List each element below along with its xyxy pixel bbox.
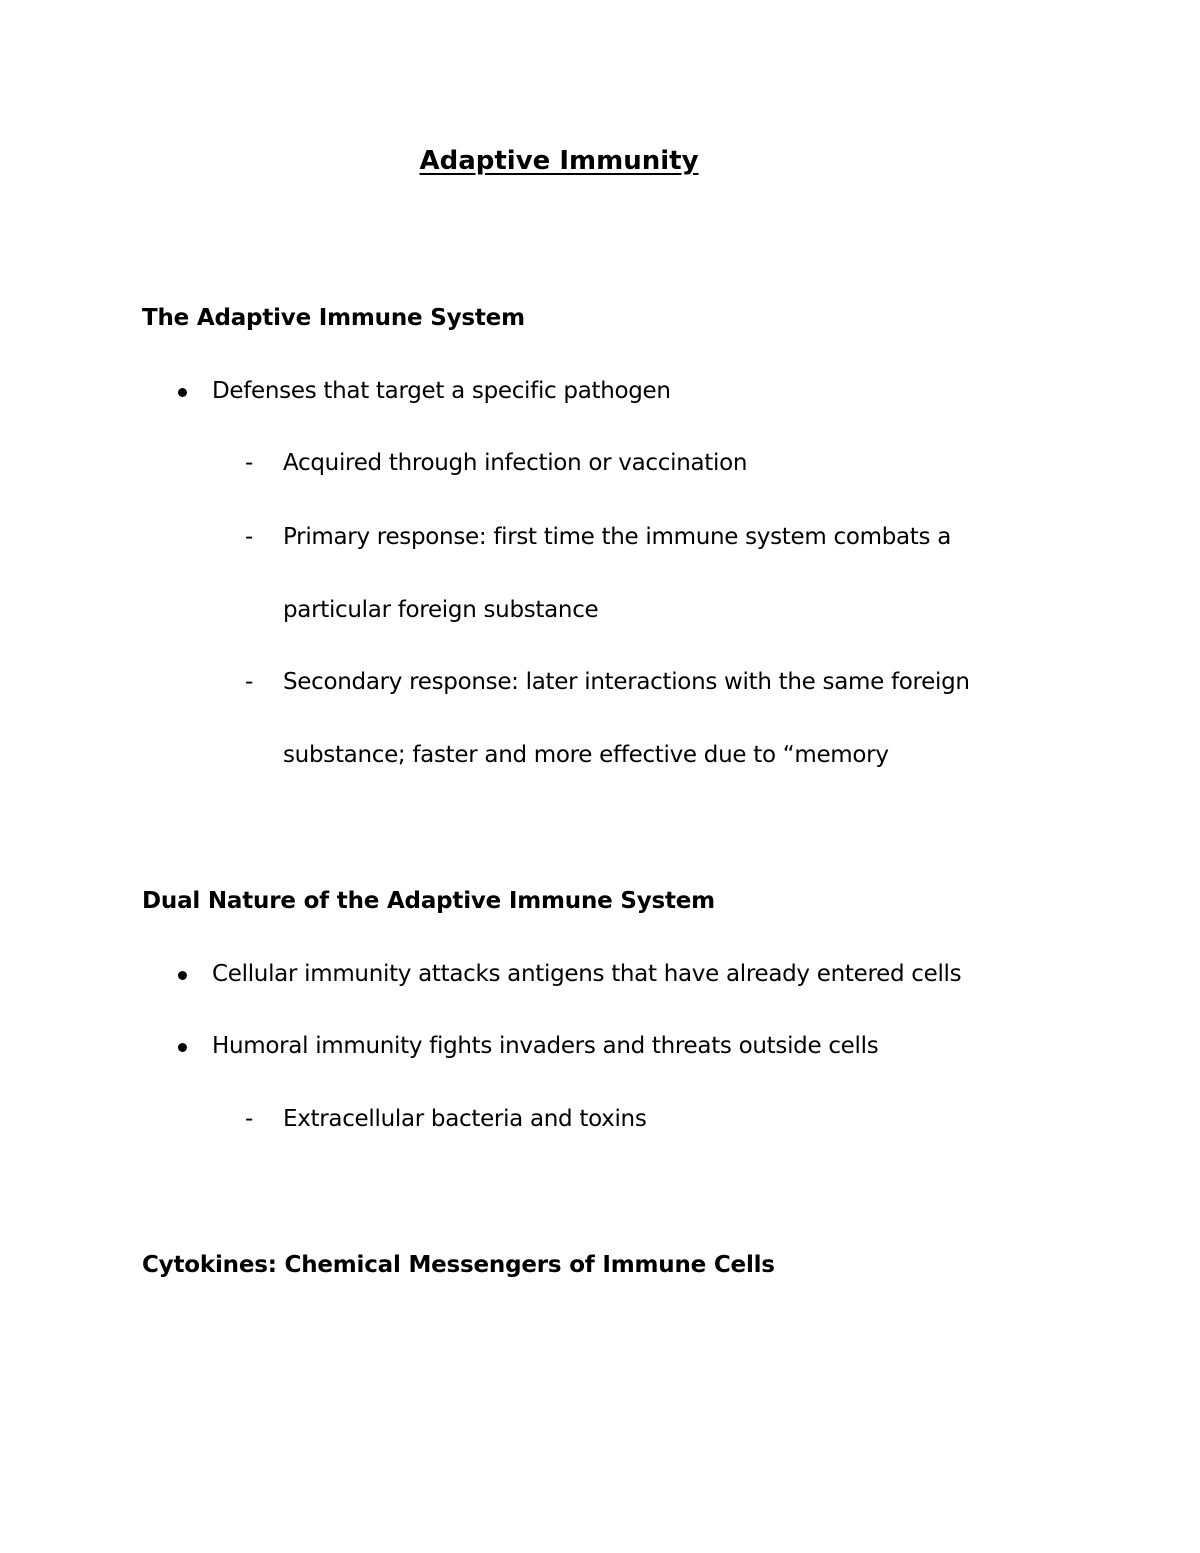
sub-bullet-item: Acquired through infection or vaccination bbox=[283, 450, 748, 476]
section-heading-cytokines: Cytokines: Chemical Messengers of Immune Cells bbox=[142, 1252, 775, 1278]
sub-bullet-continuation: particular foreign substance bbox=[283, 597, 599, 623]
bullet-item: Humoral immunity fights invaders and threats outside cells bbox=[212, 1033, 879, 1059]
sub-bullet-continuation: substance; faster and more effective due to “memory bbox=[283, 742, 889, 768]
dash-icon: - bbox=[245, 1106, 254, 1132]
document-title: Adaptive Immunity bbox=[419, 146, 699, 176]
section-heading-adaptive-immune-system: The Adaptive Immune System bbox=[142, 305, 525, 331]
sub-bullet-item: Secondary response: later interactions with the same foreign bbox=[283, 669, 970, 695]
bullet-icon bbox=[178, 971, 187, 980]
bullet-item: Cellular immunity attacks antigens that have already entered cells bbox=[212, 961, 962, 987]
bullet-item: Defenses that target a specific pathogen bbox=[212, 378, 671, 404]
sub-bullet-item: Extracellular bacteria and toxins bbox=[283, 1106, 647, 1132]
dash-icon: - bbox=[245, 669, 254, 695]
sub-bullet-item: Primary response: first time the immune system combats a bbox=[283, 524, 952, 550]
dash-icon: - bbox=[245, 524, 254, 550]
bullet-icon bbox=[178, 388, 187, 397]
dash-icon: - bbox=[245, 450, 254, 476]
bullet-icon bbox=[178, 1043, 187, 1052]
section-heading-dual-nature: Dual Nature of the Adaptive Immune System bbox=[142, 888, 715, 914]
